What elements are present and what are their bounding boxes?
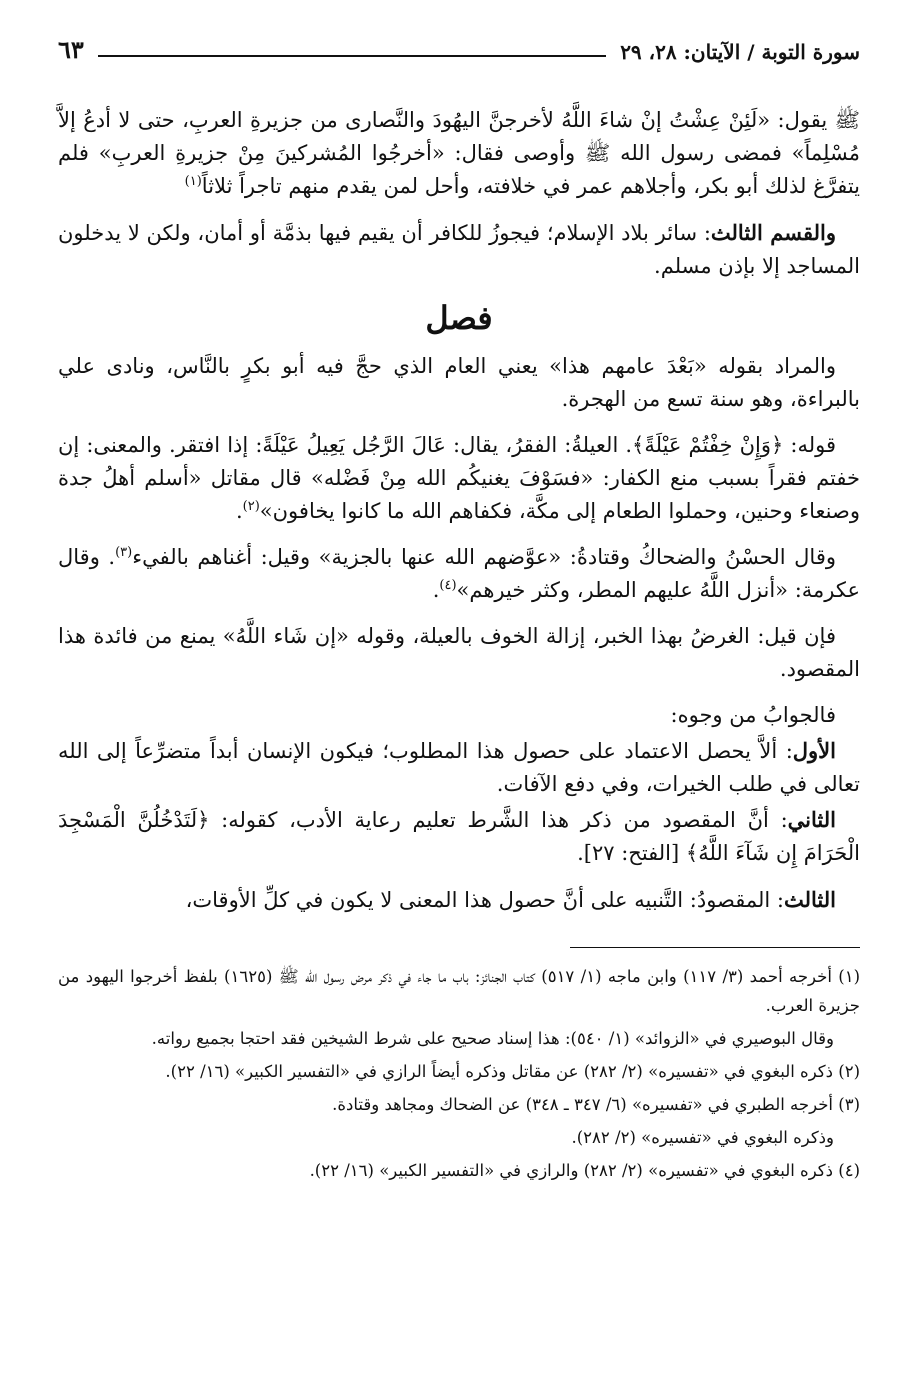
paragraph-meaning: والمراد بقوله «بَعْدَ عامهم هذا» يعني العام الذي حجَّ فيه أبو بكرٍ بالنَّاس، ونادى علي بالبراءة، وهو سنة تسع من الهجرة. <box>58 354 860 411</box>
term-third-section: والقسم الثالث <box>710 220 836 245</box>
running-header <box>58 34 860 64</box>
paragraph-second: الثاني: أنَّ المقصود من ذكر هذا الشَّرط تعليم رعاية الأدب، كقوله: ﴿لَتَدْخُلُنَّ الْمَسْجِدَ الْحَرَامَ إِن شَآءَ اللَّهُ﴾ [الفتح: ٢٧]. <box>58 807 860 865</box>
paragraph-third-section: والقسم الثالث: سائر بلاد الإسلام؛ فيجوزُ للكافر أن يقيم فيها بذمَّة أو أمان، ولكن لا يدخلون المساجد إلا بإذن مسلم. <box>58 220 860 278</box>
paragraph-objection: فإن قيل: الغرضُ بهذا الخبر، إزالة الخوف بالعيلة، وقوله «إن شَاء اللَّهُ» يمنع من فائدة هذا المقصود. <box>58 624 860 681</box>
main-text <box>58 104 860 917</box>
section-heading: فصل <box>425 299 493 337</box>
footnote-4: (٤) ذكره البغوي في «تفسيره» (٢/ ٢٨٢) والرازي في «التفسير الكبير» (١٦/ ٢٢). <box>309 1161 860 1180</box>
paragraph-ayla: قوله: ﴿وَإِنْ خِفْتُمْ عَيْلَةً﴾. العيلةُ: الفقرُ، يقال: عَالَ الرَّجُل يَعِيلُ عَيْلَةً: إذا افتقر. والمعنى: إن خفتم فقراً بسبب منع الكفار: «فسَوْفَ يغنيكُم الله مِنْ فَضْله» قال مقاتل «أسلم أهلُ جدة وصنعاء وحنين، وحملوا الطعام إلى مكَّة، فكفاهم الله ما كانوا يخافون»$^{(٢)}$. <box>58 433 860 523</box>
paragraph-third: الثالث: المقصودُ: التَّنبيه على أنَّ حصول هذا المعنى لا يكون في كلِّ الأوقات، <box>185 887 836 912</box>
footnote-ref: (٤) <box>439 578 457 593</box>
paragraph-hasan: وقال الحسْنُ والضحاكُ وقتادةُ: «عوَّضهم الله عنها بالجزية» وقيل: أغناهم بالفيء$^{(٣)}$. وقال عكرمة: «أنزل اللَّهُ عليهم المطر، وكثر خيرهم»$^{(٤)}$. <box>58 545 860 602</box>
term-first: الأول <box>792 738 836 763</box>
paragraph-answer-intro: فالجوابُ من وجوه: <box>670 703 836 727</box>
paragraph-first: الأول: ألاَّ يحصل الاعتماد على حصول هذا المطلوب؛ فيكون الإنسان أبداً متضرِّعاً إلى الله تعالى في طلب الخيرات، وفي دفع الآفات. <box>58 738 860 796</box>
page-number: ٦٣ <box>58 35 84 64</box>
header-rule <box>98 55 606 57</box>
footnote-3-continued: وذكره البغوي في «تفسيره» (٢/ ٢٨٢). <box>571 1128 834 1147</box>
footnote-ref: (٢) <box>242 499 260 514</box>
term-third: الثالث <box>784 887 836 912</box>
paragraph-hadith: ﷺ يقول: «لَئِنْ عِشْتُ إنْ شاءَ اللَّهُ لأخرجنَّ اليهُودَ والنَّصارى من جزيرةِ العربِ، حتى لا أدعُ إلاَّ مُسْلِماً» فمضى رسول الله ﷺ وأوصى فقال: «أخرجُوا المُشركينَ مِنْ جزيرةِ العربِ» فلم يتفرَّغ لذلك أبو بكر، وأجلاهم عمر في خلافته، وأحل لمن يقدم منهم تاجراً ثلاثاً$^{(١)}$ <box>58 108 860 198</box>
footnote-1-continued: وقال البوصيري في «الزوائد» (١/ ٥٤٠): هذا إسناد صحيح على شرط الشيخين فقد احتجا بجميع رواته. <box>151 1029 834 1048</box>
footnote-3: (٣) أخرجه الطبري في «تفسيره» (٦/ ٣٤٧ ـ ٣٤٨) عن الضحاك ومجاهد وقتادة. <box>332 1095 860 1114</box>
footnote-1: (١) أخرجه أحمد (٣/ ١١٧) وابن ماجه (١/ ٥١٧) كتاب الجنائز: باب ما جاء في ذكر مرض رسول الله ﷺ (١٦٢٥) بلفظ أخرجوا اليهود من جزيرة العرب. <box>58 967 860 1015</box>
footnote-ref: (١) <box>184 174 202 189</box>
footnote-ref: (٣) <box>115 545 133 560</box>
term-second: الثاني <box>787 807 836 832</box>
footnote-rule <box>570 947 860 948</box>
surah-title: سورة التوبة / الآيتان: ٢٨، ٢٩ <box>620 40 860 64</box>
footnotes <box>58 962 860 1185</box>
footnote-2: (٢) ذكره البغوي في «تفسيره» (٢/ ٢٨٢) عن مقاتل وذكره أيضاً الرازي في «التفسير الكبير» (١٦/ ٢٢). <box>165 1062 860 1081</box>
